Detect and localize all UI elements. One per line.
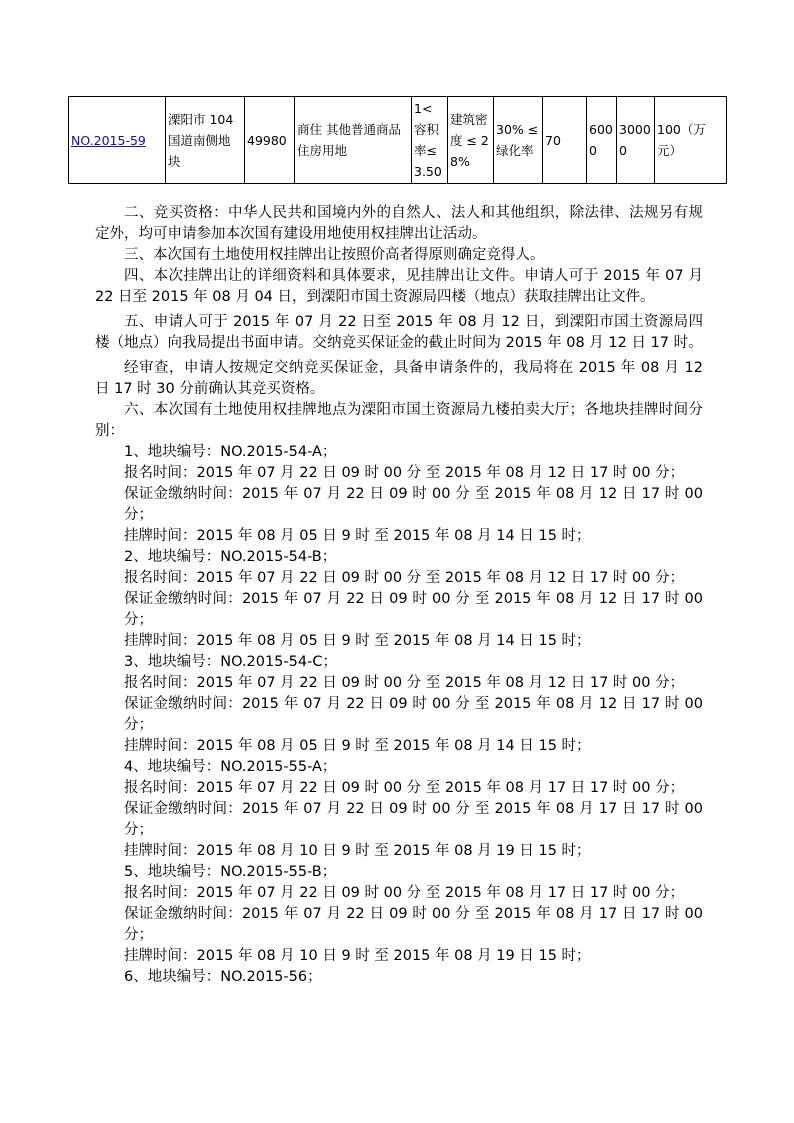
listing-time: 挂牌时间：2015 年 08 月 10 日 9 时 至 2015 年 08 月 19 日 15 时； [124, 948, 591, 964]
list-item [95, 862, 703, 967]
parcel-number-cell[interactable] [69, 97, 166, 184]
parcel-area-cell: 49980 [245, 97, 295, 184]
parcel-title: 2、地块编号：NO.2015-54-B； [124, 549, 337, 565]
listing-time: 挂牌时间：2015 年 08 月 05 日 9 时 至 2015 年 08 月 14 日 15 时； [124, 633, 591, 649]
paragraph-location: 六、本次国有土地使用权挂牌地点为溧阳市国土资源局九楼拍卖大厅；各地块挂牌时间分别： [95, 402, 703, 439]
parcel-col10-cell: 100（万元） [655, 97, 727, 184]
list-item [95, 547, 703, 652]
paragraph-principle: 三、本次国有土地使用权挂牌出让按照价高者得原则确定竞得人。 [124, 247, 545, 263]
registration-time: 报名时间：2015 年 07 月 22 日 09 时 00 分 至 2015 年 08 月 12 日 17 时 00 分； [124, 675, 685, 691]
registration-time: 报名时间：2015 年 07 月 22 日 09 时 00 分 至 2015 年 08 月 17 日 17 时 00 分； [124, 885, 685, 901]
listing-time: 挂牌时间：2015 年 08 月 05 日 9 时 至 2015 年 08 月 14 日 15 时； [124, 528, 591, 544]
list-item [95, 652, 703, 757]
deposit-time: 保证金缴纳时间：2015 年 07 月 22 日 09 时 00 分 至 2015 年 08 月 17 日 17 时 00 分； [124, 906, 703, 943]
parcel-title: 3、地块编号：NO.2015-54-C； [124, 654, 337, 670]
parcel-use-cell: 商住 其他普通商品住房用地 [295, 97, 412, 184]
parcel-years-cell: 70 [543, 97, 587, 184]
schedule-list [95, 442, 703, 988]
registration-time: 报名时间：2015 年 07 月 22 日 09 时 00 分 至 2015 年 08 月 12 日 17 时 00 分； [124, 465, 685, 481]
paragraph-qualification: 二、竞买资格：中华人民共和国境内外的自然人、法人和其他组织，除法律、法规另有规定外，均可申请参加本次国有建设用地使用权挂牌出让活动。 [95, 205, 703, 242]
paragraph-review: 经审查，申请人按规定交纳竞买保证金，具备申请条件的，我局将在 2015 年 08 月 12 日 17 时 30 分前确认其竞买资格。 [95, 360, 703, 397]
parcel-density-cell: 建筑密度 ≤ 28% [448, 97, 494, 184]
parcel-title: 6、地块编号：NO.2015-56； [124, 969, 322, 985]
parcel-number-link[interactable]: NO.2015-59 [71, 132, 146, 148]
listing-time: 挂牌时间：2015 年 08 月 05 日 9 时 至 2015 年 08 月 14 日 15 时； [124, 738, 591, 754]
deposit-time: 保证金缴纳时间：2015 年 07 月 22 日 09 时 00 分 至 2015 年 08 月 12 日 17 时 00 分； [124, 696, 703, 733]
deposit-time: 保证金缴纳时间：2015 年 07 月 22 日 09 时 00 分 至 2015 年 08 月 12 日 17 时 00 分； [124, 486, 703, 523]
registration-time: 报名时间：2015 年 07 月 22 日 09 时 00 分 至 2015 年 08 月 17 日 17 时 00 分； [124, 780, 685, 796]
deposit-time: 保证金缴纳时间：2015 年 07 月 22 日 09 时 00 分 至 2015 年 08 月 12 日 17 时 00 分； [124, 591, 703, 628]
deposit-time: 保证金缴纳时间：2015 年 07 月 22 日 09 时 00 分 至 2015 年 08 月 17 日 17 时 00 分； [124, 801, 703, 838]
parcel-col9-cell: 30000 [617, 97, 655, 184]
parcel-title: 1、地块编号：NO.2015-54-A； [124, 444, 337, 460]
parcel-title: 4、地块编号：NO.2015-55-A； [124, 759, 337, 775]
list-item [95, 757, 703, 862]
listing-time: 挂牌时间：2015 年 08 月 10 日 9 时 至 2015 年 08 月 19 日 15 时； [124, 843, 591, 859]
parcel-location-cell: 溧阳市 104 国道南侧地块 [166, 97, 245, 184]
paragraph-documents: 四、本次挂牌出让的详细资料和具体要求，见挂牌出让文件。申请人可于 2015 年 07 月 22 日至 2015 年 08 月 04 日，到溧阳市国土资源局四楼（地点）获取挂牌出让文件。 [95, 268, 703, 305]
parcel-table [68, 96, 727, 184]
registration-time: 报名时间：2015 年 07 月 22 日 09 时 00 分 至 2015 年 08 月 12 日 17 时 00 分； [124, 570, 685, 586]
parcel-col8-cell: 6000 [587, 97, 617, 184]
notice-body [95, 203, 703, 988]
parcel-title: 5、地块编号：NO.2015-55-B； [124, 864, 337, 880]
paragraph-application: 五、申请人可于 2015 年 07 月 22 日至 2015 年 08 月 12 日，到溧阳市国土资源局四楼（地点）向我局提出书面申请。交纳竞买保证金的截止时间为 2015 年 08 月 12 日 17 时。 [95, 314, 703, 351]
list-item [95, 442, 703, 547]
table-row [69, 97, 727, 184]
parcel-far-cell: 1< 容积率≤ 3.50 [412, 97, 448, 184]
parcel-green-cell: 30% ≤ 绿化率 [494, 97, 543, 184]
